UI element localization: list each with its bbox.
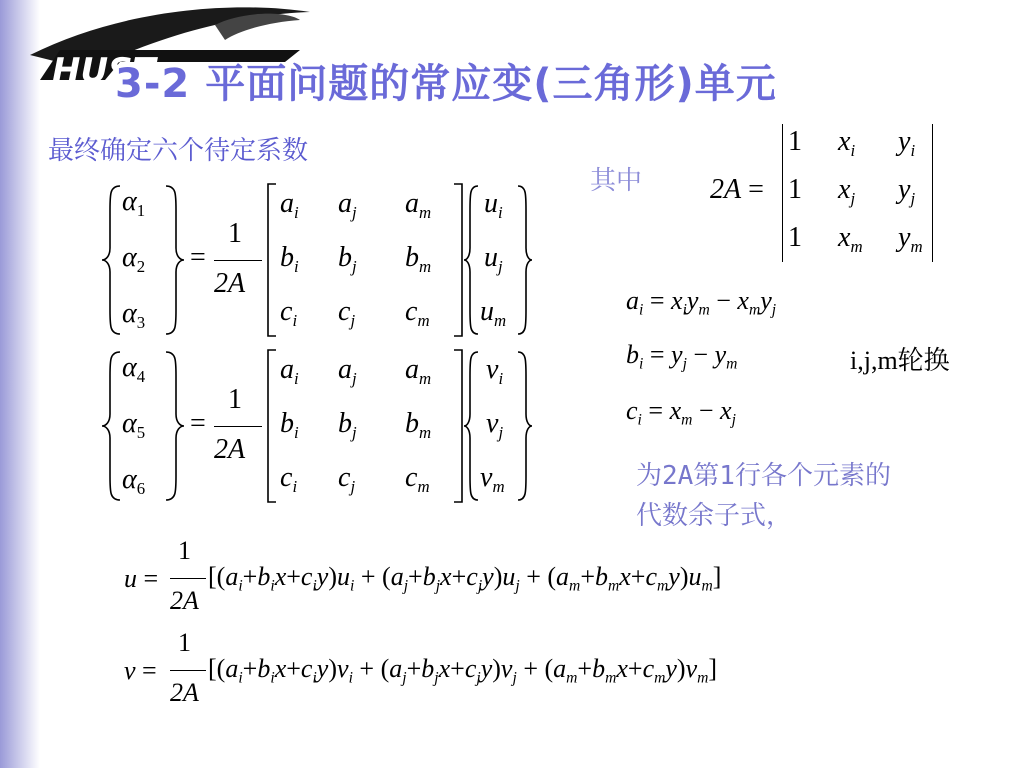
v-left-brace bbox=[462, 346, 482, 506]
det-right-bar bbox=[932, 124, 933, 262]
v-frac-den: 2A bbox=[170, 678, 199, 707]
determinant-2a bbox=[708, 122, 948, 266]
det-y-i: $y_i$ bbox=[898, 126, 916, 160]
page-title: 3-2 平面问题的常应变(三角形)单元 bbox=[115, 61, 777, 107]
u-frac-num: 1 bbox=[178, 536, 191, 565]
u-j: $u_j$ bbox=[484, 242, 503, 276]
det-one-2: 1 bbox=[788, 174, 802, 205]
v-m: $v_m$ bbox=[480, 462, 505, 496]
det-x-j: $x_j$ bbox=[838, 174, 856, 208]
c-i-equation: $c_i = x_m - x_j$ bbox=[626, 396, 736, 429]
det-left-bar bbox=[782, 124, 783, 262]
permutation-note: i,j,m轮换 bbox=[850, 346, 950, 375]
u-displacement-equation bbox=[124, 534, 884, 624]
u-left-brace bbox=[462, 180, 482, 340]
equals-sign: = bbox=[190, 408, 206, 439]
a-i: $a_i$ bbox=[280, 188, 299, 222]
det-x-m: $x_m$ bbox=[838, 222, 863, 256]
u-frac-bar bbox=[170, 578, 206, 579]
a-m: $a_m$ bbox=[405, 188, 432, 222]
v-j: $v_j$ bbox=[486, 408, 504, 442]
b-j: $b_j$ bbox=[338, 408, 357, 442]
u-lhs: u = bbox=[124, 564, 159, 593]
right-brace bbox=[162, 180, 186, 340]
u-i: $u_i$ bbox=[484, 188, 503, 222]
c-j: $c_j$ bbox=[338, 296, 356, 330]
v-displacement-equation bbox=[124, 626, 884, 716]
equals-sign: = bbox=[190, 242, 206, 273]
left-brace bbox=[100, 180, 124, 340]
b-m: $b_m$ bbox=[405, 408, 432, 442]
fraction-numerator: 1 bbox=[228, 384, 242, 415]
u-m: $u_m$ bbox=[480, 296, 507, 330]
a-j: $a_j$ bbox=[338, 354, 357, 388]
v-frac-num: 1 bbox=[178, 628, 191, 657]
alpha-equation-1 bbox=[100, 180, 540, 340]
fraction-bar bbox=[214, 260, 262, 261]
v-expression: $[(a_i+b_ix+c_iy)v_i + (a_j+b_jx+c_jy)v_j + (a_m+b_mx+c_my)v_m]$ bbox=[208, 654, 718, 687]
u-frac-den: 2A bbox=[170, 586, 199, 615]
fraction-bar bbox=[214, 426, 262, 427]
subtitle-text: 最终确定六个待定系数 bbox=[48, 136, 309, 166]
v-frac-bar bbox=[170, 670, 206, 671]
v-lhs: v = bbox=[124, 656, 157, 685]
alpha-5: $\alpha_5$ bbox=[122, 408, 146, 442]
alpha-3: $\alpha_3$ bbox=[122, 298, 146, 332]
a-i-equation: $a_i = x_iy_m - x_my_j$ bbox=[626, 286, 777, 319]
right-brace bbox=[162, 346, 186, 506]
left-gradient-band bbox=[0, 0, 40, 768]
b-i-equation: $b_i = y_j - y_m$ bbox=[626, 340, 738, 373]
left-brace bbox=[100, 346, 124, 506]
v-i: $v_i$ bbox=[486, 354, 504, 388]
fraction-denominator: 2A bbox=[214, 434, 246, 465]
note-line-2: 代数余子式， bbox=[636, 501, 793, 531]
det-lhs: 2A = bbox=[710, 174, 764, 205]
a-m: $a_m$ bbox=[405, 354, 432, 388]
det-y-j: $y_j$ bbox=[898, 174, 916, 208]
note-line-1: 为2A第1行各个元素的 bbox=[636, 461, 891, 491]
fraction-numerator: 1 bbox=[228, 218, 242, 249]
c-m: $c_m$ bbox=[405, 296, 430, 330]
alpha-1: $\alpha_1$ bbox=[122, 186, 146, 220]
alpha-2: $\alpha_2$ bbox=[122, 242, 146, 276]
c-i: $c_i$ bbox=[280, 296, 298, 330]
cofactor-note bbox=[636, 456, 891, 536]
b-i: $b_i$ bbox=[280, 408, 299, 442]
det-one-3: 1 bbox=[788, 222, 802, 253]
det-x-i: $x_i$ bbox=[838, 126, 856, 160]
qizhong-label: 其中 bbox=[590, 166, 643, 196]
b-j: $b_j$ bbox=[338, 242, 357, 276]
a-j: $a_j$ bbox=[338, 188, 357, 222]
alpha-equation-2 bbox=[100, 346, 540, 506]
c-i: $c_i$ bbox=[280, 462, 298, 496]
det-one-1: 1 bbox=[788, 126, 802, 157]
v-right-brace bbox=[514, 346, 534, 506]
u-expression: $[(a_i+b_ix+c_iy)u_i + (a_j+b_jx+c_jy)u_j + (a_m+b_mx+c_my)u_m]$ bbox=[208, 562, 722, 595]
c-m: $c_m$ bbox=[405, 462, 430, 496]
b-m: $b_m$ bbox=[405, 242, 432, 276]
b-i: $b_i$ bbox=[280, 242, 299, 276]
fraction-denominator: 2A bbox=[214, 268, 246, 299]
logo-text: HUST bbox=[52, 51, 156, 91]
c-j: $c_j$ bbox=[338, 462, 356, 496]
det-y-m: $y_m$ bbox=[898, 222, 923, 256]
a-i: $a_i$ bbox=[280, 354, 299, 388]
alpha-6: $\alpha_6$ bbox=[122, 464, 146, 498]
u-right-brace bbox=[514, 180, 534, 340]
alpha-4: $\alpha_4$ bbox=[122, 352, 146, 386]
